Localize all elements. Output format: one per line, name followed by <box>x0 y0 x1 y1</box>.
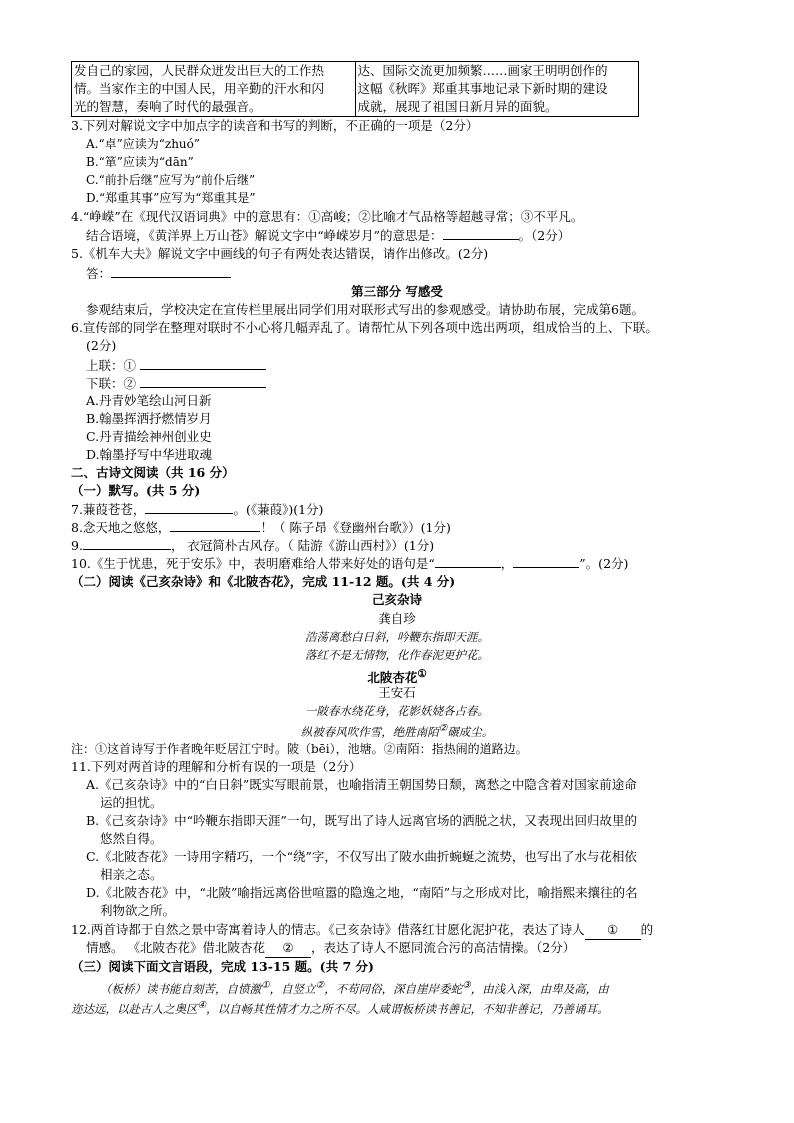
upper-couplet-label: 上联：① <box>86 358 137 373</box>
q6-option-b: B.翰墨挥洒抒燃情岁月 <box>86 411 212 426</box>
q11-option-b-cont: 悠然自得。 <box>100 831 163 846</box>
intro-right-line: 这幅《秋晖》郑重其事地记录下新时期的建设 <box>357 81 608 96</box>
intro-left-line: 情。当家作主的中国人民，用辛勤的汗水和闪 <box>74 81 325 96</box>
q4-line2-text: 结合语境，《黄洋界上万山苍》解说文字中“峥嵘岁月”的意思是： <box>86 228 443 243</box>
q12-line1 <box>71 921 653 940</box>
intro-table <box>71 61 639 117</box>
poem-notes: 注：①这首诗写于作者晚年贬居江宁时。陂（bēi），池塘。②南陌：指热闹的道路边。 <box>71 742 528 756</box>
q7-source: 。(《蒹葭》)(1分) <box>233 502 324 517</box>
q11-option-c: C.《北陂杏花》一诗用字精巧，一个“绕”字，不仅写出了陂水曲折蜿蜒之流势，也写出了水与花相依 <box>86 849 637 864</box>
q11-option-d-cont: 利物欲之所。 <box>100 903 176 918</box>
q6-score: (2分) <box>86 338 117 353</box>
q11-stem: 11.下列对两首诗的理解和分析有误的一项是（2分） <box>71 759 362 774</box>
q5-answer-line <box>86 264 231 283</box>
lower-couplet-blank[interactable] <box>140 374 266 388</box>
q12-line2 <box>86 939 575 958</box>
poem2-author: 王安石 <box>378 685 416 700</box>
q6-option-a: A.丹青妙笔绘山河日新 <box>86 393 212 408</box>
q3-option-c: C.“前扑后继”应写为“前仆后继” <box>86 173 256 187</box>
q3-option-a: A.“卓”应读为“zhuó” <box>86 137 201 151</box>
q10-comma: ， <box>500 556 514 571</box>
q3-option-b: B.“箪”应读为“dān” <box>86 155 194 169</box>
q4-answer-blank[interactable] <box>443 226 519 240</box>
intro-left-cell <box>72 62 356 117</box>
part3-intro: 参观结束后，学校决定在宣传栏里展出同学们用对联形式写出的参观感受。请协助布展，完成第6题。 <box>86 302 644 317</box>
intro-right-line: 成就，展现了祖国日新月异的面貌。 <box>357 99 558 114</box>
poem1-line: 落红不是无情物，化作春泥更护花。 <box>305 648 489 662</box>
q7-text: 7.蒹葭苍苍， <box>71 502 146 517</box>
classical-passage-line1 <box>100 977 609 998</box>
q4-score: 。（2分） <box>518 228 571 243</box>
q10-text: 10.《生于忧患，死于安乐》中，表明磨难给人带来好处的语句是“ <box>71 556 435 571</box>
poem2-line2 <box>0 720 794 741</box>
q11-option-b: B.《己亥杂诗》中“吟鞭东指即天涯”一句，既写出了诗人远离官场的洒脱之状，又表现出回归故里的 <box>86 813 637 828</box>
poem1-title: 己亥杂诗 <box>371 592 422 607</box>
passage-text: （板桥）读书能自刻苦，自愤激 <box>100 981 261 996</box>
q8-source: ！（ 陈子昂《登幽州台歌》）(1分) <box>260 520 451 535</box>
q12-blank-2[interactable]: ② <box>265 939 311 958</box>
q8-line <box>71 518 451 537</box>
q4-line2 <box>86 226 570 245</box>
q12-text2-end: ，表达了诗人不愿同流合污的高洁情操。（2分） <box>310 940 576 955</box>
lower-couplet-label: 下联：② <box>86 376 137 391</box>
upper-couplet-line <box>86 356 266 375</box>
poem1-author: 龚自珍 <box>378 611 416 626</box>
q3-option-d: D.“郑重其事”应写为“郑重其是” <box>86 191 256 205</box>
q11-option-d: D.《北陂杏花》中，“北陂”喻指远离俗世喧嚣的隐逸之地，“南陌”与之形成对比，喻指熙来攘往的名 <box>86 885 638 900</box>
q4-line1: 4.“峥嵘”在《现代汉语词典》中的意思有：①高峻；②比喻才气品格等超越寻常；③不平凡。 <box>71 209 584 224</box>
intro-right-cell <box>355 62 639 117</box>
q8-text: 8.念天地之悠悠， <box>71 520 171 535</box>
section3-heading: （三）阅读下面文言语段，完成 13-15 题。(共 7 分) <box>71 959 374 974</box>
q5-answer-blank[interactable] <box>111 264 231 278</box>
q3-stem: 3.下列对解说文字中加点字的读音和书写的判断，不正确的一项是（2分） <box>71 118 479 133</box>
poem1-line: 浩荡离愁白日斜，吟鞭东指即天涯。 <box>305 630 489 644</box>
q10-blank-1[interactable] <box>435 554 501 568</box>
classical-passage-line2 <box>71 997 609 1018</box>
intro-left-line: 发自己的家园，人民群众迸发出巨大的工作热 <box>74 63 325 78</box>
q10-line <box>71 554 628 573</box>
q7-line <box>71 500 323 519</box>
q9-line <box>71 536 434 555</box>
q9-blank[interactable] <box>83 536 171 550</box>
passage-text: 迩达远，以赴古人之奥区 <box>71 1001 198 1016</box>
section2-heading: 二、古诗文阅读（共 16 分） <box>71 465 235 480</box>
q5-answer-label: 答： <box>86 266 112 281</box>
q6-option-d: D.翰墨抒写中华进取魂 <box>86 447 213 462</box>
passage-text: ，由浅入深，由卑及高，由 <box>470 981 609 996</box>
q12-text-end: 的 <box>640 922 654 937</box>
q10-blank-2[interactable] <box>513 554 579 568</box>
passage-note-1: ① <box>261 980 270 991</box>
intro-left-line: 光的智慧，奏响了时代的最强音。 <box>74 99 262 114</box>
poem2-line2-end: 碾成尘。 <box>447 724 494 739</box>
passage-note-4: ④ <box>197 1000 207 1011</box>
q10-score: ”。(2分) <box>579 556 629 571</box>
q7-blank[interactable] <box>145 500 233 514</box>
intro-right-line: 达、国际交流更加频繁……画家王明明创作的 <box>357 63 608 78</box>
q5-stem: 5.《机车大夫》解说文字中画线的句子有两处表达错误，请作出修改。(2分) <box>71 246 489 261</box>
poem2-title: 北陂杏花 <box>367 670 418 686</box>
lower-couplet-line <box>86 374 266 393</box>
q11-option-c-cont: 相亲之态。 <box>100 867 163 882</box>
passage-text: ，以自畅其性情才力之所不尽。人咸谓板桥读书善记，不知非善记，乃善诵耳。 <box>206 1001 609 1016</box>
poem2-line2-note: ② <box>438 723 448 734</box>
q12-text2: 情感。 《北陂杏花》借北陂杏花 <box>86 940 265 955</box>
q6-option-c: C.丹青描绘神州创业史 <box>86 429 212 444</box>
part3-heading: 第三部分 写感受 <box>351 284 443 299</box>
poem2-title-note: ① <box>417 668 427 680</box>
upper-couplet-blank[interactable] <box>140 356 266 370</box>
q8-blank[interactable] <box>170 518 260 532</box>
q6-stem: 6.宣传部的同学在整理对联时不小心将几幅弄乱了。请帮忙从下列各项中选出两项，组成恰当的上、下联。 <box>71 320 658 335</box>
q12-blank-1[interactable]: ① <box>585 921 641 940</box>
passage-note-3: ③ <box>462 980 471 991</box>
poem2-line2-text: 纵被春风吹作雪，绝胜南陌 <box>300 724 439 739</box>
section2-sub2: （二）阅读《己亥杂诗》和《北陂杏花》，完成 11-12 题。(共 4 分) <box>71 574 456 589</box>
q11-option-a: A.《己亥杂诗》中的“白日斜”既实写眼前景，也喻指清王朝国势日颓，离愁之中隐含着对国家前途命 <box>86 777 637 792</box>
q9-text: ， 衣冠简朴古风存。（ 陆游《游山西村》）(1分) <box>170 538 435 553</box>
passage-note-2: ② <box>315 980 325 991</box>
passage-text: ，自竖立 <box>269 981 316 996</box>
q11-option-a-cont: 运的担忧。 <box>100 795 163 810</box>
passage-text: ，不苟同俗，深自崖岸委蛇 <box>324 981 463 996</box>
q9-number: 9. <box>71 538 83 553</box>
section2-sub1: （一）默写。(共 5 分) <box>71 483 201 498</box>
poem2-line: 一陂春水绕花身，花影妖娆各占春。 <box>305 704 489 718</box>
q12-text: 12.两首诗都于自然之景中寄寓着诗人的情志。《己亥杂诗》借落红甘愿化泥护花，表达了诗人 <box>71 922 585 937</box>
